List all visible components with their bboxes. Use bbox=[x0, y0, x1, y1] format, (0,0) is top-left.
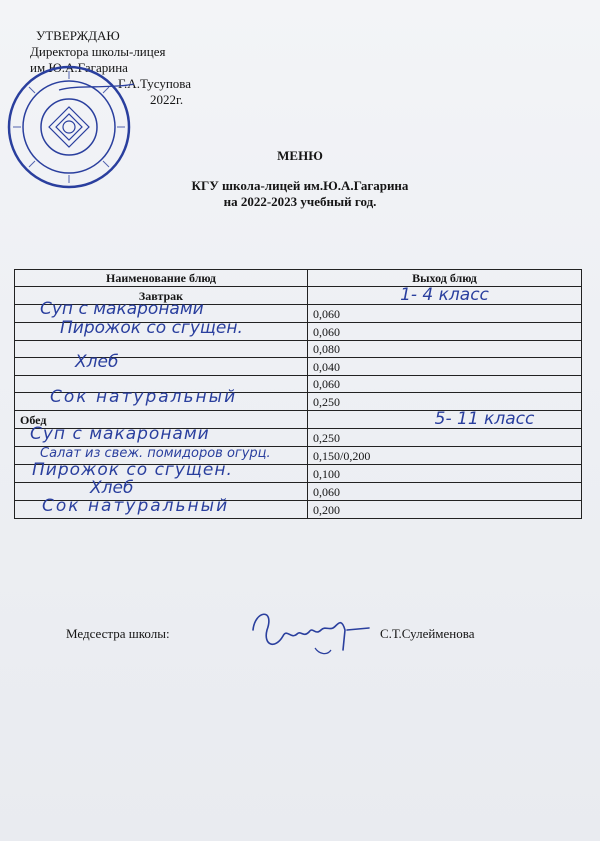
nurse-label: Медсестра школы: bbox=[66, 626, 170, 641]
dish-amount: 0,150/0,200 bbox=[308, 447, 582, 465]
table-row bbox=[15, 429, 582, 447]
round-seal-stamp bbox=[4, 62, 134, 192]
dish-amount: 0,100 bbox=[308, 465, 582, 483]
school-name: КГУ школа-лицей им.Ю.А.Гагарина bbox=[191, 178, 409, 193]
table-row bbox=[15, 323, 582, 341]
dish-amount: 0,250 bbox=[308, 429, 582, 447]
breakfast-label: Завтрак bbox=[15, 287, 308, 305]
nurse-signature bbox=[245, 600, 375, 660]
approval-school: им.Ю.А.Гагарина bbox=[30, 60, 128, 75]
dish-name: Суп с макаронами bbox=[40, 299, 204, 319]
menu-table bbox=[14, 269, 582, 519]
table-row bbox=[15, 358, 582, 376]
approval-date: 2022г. bbox=[150, 92, 184, 107]
breakfast-grade-note: 1- 4 класс bbox=[400, 285, 489, 305]
dish-amount: 0,250 bbox=[308, 393, 582, 411]
dish-amount: 0,060 bbox=[308, 376, 582, 393]
dish-amount: 0,060 bbox=[308, 323, 582, 341]
dish-amount: 0,060 bbox=[308, 305, 582, 323]
dish-amount: 0,060 bbox=[308, 483, 582, 501]
table-row bbox=[15, 501, 582, 519]
school-year: на 2022-2023 учебный год. bbox=[223, 194, 377, 209]
menu-title: МЕНЮ bbox=[277, 148, 323, 163]
column-header-output: Выход блюд bbox=[308, 270, 582, 287]
lunch-grade-note: 5- 11 класс bbox=[434, 409, 535, 429]
table-header-row bbox=[15, 270, 582, 287]
dish-name: Хлеб bbox=[90, 478, 134, 498]
approval-position: Директора школы-лицея bbox=[30, 44, 166, 59]
dish-name: Сок натуральный bbox=[50, 387, 238, 407]
table-row bbox=[15, 393, 582, 411]
approval-title: УТВЕРЖДАЮ bbox=[36, 28, 120, 43]
dish-name: Хлеб bbox=[75, 352, 119, 372]
column-header-dish: Наименование блюд bbox=[15, 270, 308, 287]
dish-name: Пирожок со сгущен. bbox=[32, 460, 233, 480]
approval-director-name: Г.А.Тусупова bbox=[118, 76, 192, 91]
lunch-label: Обед bbox=[15, 411, 308, 429]
dish-name: Салат из свеж. помидоров огурц. bbox=[40, 446, 271, 461]
dish-name: Суп с макаронами bbox=[30, 424, 210, 444]
dish-name: Сок натуральный bbox=[42, 496, 230, 516]
dish-name: Пирожок со сгущен. bbox=[60, 318, 243, 338]
nurse-name: С.Т.Сулейменова bbox=[380, 626, 475, 641]
dish-amount: 0,080 bbox=[308, 341, 582, 358]
dish-amount: 0,040 bbox=[308, 358, 582, 376]
dish-amount: 0,200 bbox=[308, 501, 582, 519]
